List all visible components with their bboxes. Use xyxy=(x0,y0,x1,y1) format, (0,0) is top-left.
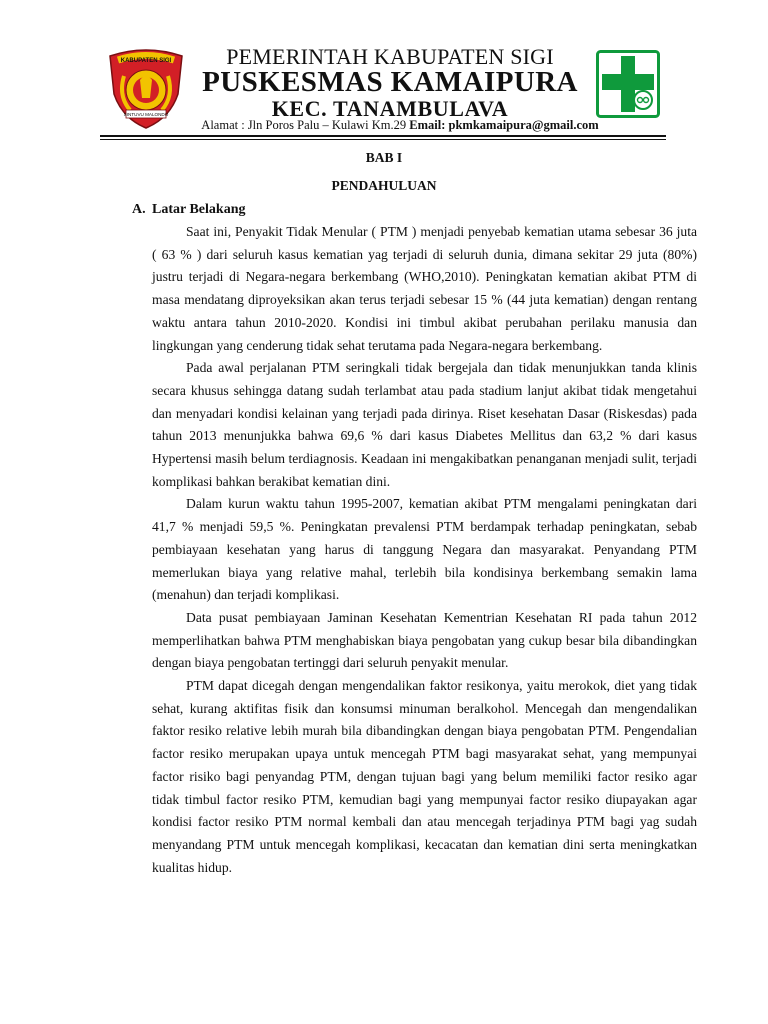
letterhead-divider-thick xyxy=(100,135,666,137)
letterhead-address xyxy=(150,118,650,133)
logo-region-text: KABUPATEN SIGI xyxy=(120,58,172,64)
chapter-number: BAB I xyxy=(365,150,403,165)
letterhead-divider-thin xyxy=(100,139,666,140)
letterhead-institution: PUSKESMAS KAMAIPURA xyxy=(202,66,578,98)
body-text xyxy=(152,221,697,879)
section-number: A. xyxy=(132,202,146,217)
section-heading xyxy=(132,202,245,218)
puskesmas-logo xyxy=(596,50,660,118)
paragraph: Pada awal perjalanan PTM seringkali tidak bergejala dan tidak menunjukkan tanda klinis secara khusus sehingga datang sudah terlambat atau pada stadium lanjut akibat tidak mengetahui dan menyadari kondisi kelainan yang terjadi pada dirinya. Riset kesehatan Dasar (Riskesdas) pada tahun 2013 menunjukka bahwa 69,6 % dari kasus Diabetes Mellitus dan 63,2 % dari kasus Hypertensi masih belum terdiagnosis. Keadaan ini mengakibatkan penanganan menjadi sulit, terjadi komplikasi bahkan berakibat kematian dini. xyxy=(152,360,697,489)
paragraph: Data pusat pembiayaan Jaminan Kesehatan Kementrian Kesehatan RI pada tahun 2012 memperlihatkan bahwa PTM menghabiskan biaya pengobatan yang cukup besar bila dibandingkan dengan biaya pengobatan tertinggi dari seluruh penyakit menular. xyxy=(152,609,697,671)
paragraph: Dalam kurun waktu tahun 1995-2007, kematian akibat PTM mengalami peningkatan dari 41,7 % menjadi 59,5 %. Peningkatan prevalensi PTM berdampak terhadap peningkatan, sebab pembiayaan kesehatan yang harus di tanggung Negara dan masyarakat. Penyandang PTM memerlukan biaya yang relative mahal, terlebih bila kondisinya berkembang semakin lama (menahun) dan terjadi komplikasi. xyxy=(152,496,697,603)
logo-motto-text: SINTUVU MALONDO xyxy=(123,112,169,117)
chapter-title: PENDAHULUAN xyxy=(331,178,437,193)
email-label: Email: xyxy=(409,118,446,132)
section-title: Latar Belakang xyxy=(152,202,246,217)
paragraph: Saat ini, Penyakit Tidak Menular ( PTM ) menjadi penyebab kematian utama sebesar 36 juta ( 63 % ) dari seluruh kasus kematian yag terjadi di seluruh dunia, dimana sekitar 29 juta (80%) justru terjadi di Negara-negara berkembang (WHO,2010). Peningkatan kematian akibat PTM di masa mendatang diproyeksikan akan terus terjadi sebesar 15 % (44 juta kematian) dengan rentang waktu antara tahun 2010-2020. Kondisi ini timbul akibat perubahan perilaku manusia dan lingkungan yang cenderung tidak sehat terutama pada Negara-negara berkembang. xyxy=(152,224,697,353)
address-text: Alamat : Jln Poros Palu – Kulawi Km.29 xyxy=(201,118,407,132)
email-address: pkmkamaipura@gmail.com xyxy=(448,118,599,132)
letterhead-government: PEMERINTAH KABUPATEN SIGI xyxy=(226,44,554,69)
paragraph: PTM dapat dicegah dengan mengendalikan faktor resikonya, yaitu merokok, diet yang tidak sehat, kurang aktifitas fisik dan konsumsi minuman beralkohol. Mencegah dan mengendalikan faktor resiko relative lebih murah bila dibandingkan dengan biaya pengobatan PTM. Pengendalian factor resiko merupakan upaya untuk mencegah PTM bagi masyarakat sehat, yang mempunyai factor risiko bagi penyandag PTM, dengan tujuan bagi yang belum memiliki factor resiko agar tidak timbul factor resiko PTM, kemudian bagi yang mempunyai factor resiko diupayakan agar kondisi factor resiko PTM normal kembali dan atau mencegah terjadinya PTM bagi yag sudah menyandang PTM untuk mencegah komplikasi, kecacatan dan kematian dini serta meningkatkan kualitas hidup. xyxy=(152,678,697,875)
letterhead-district: KEC. TANAMBULAVA xyxy=(271,96,509,121)
